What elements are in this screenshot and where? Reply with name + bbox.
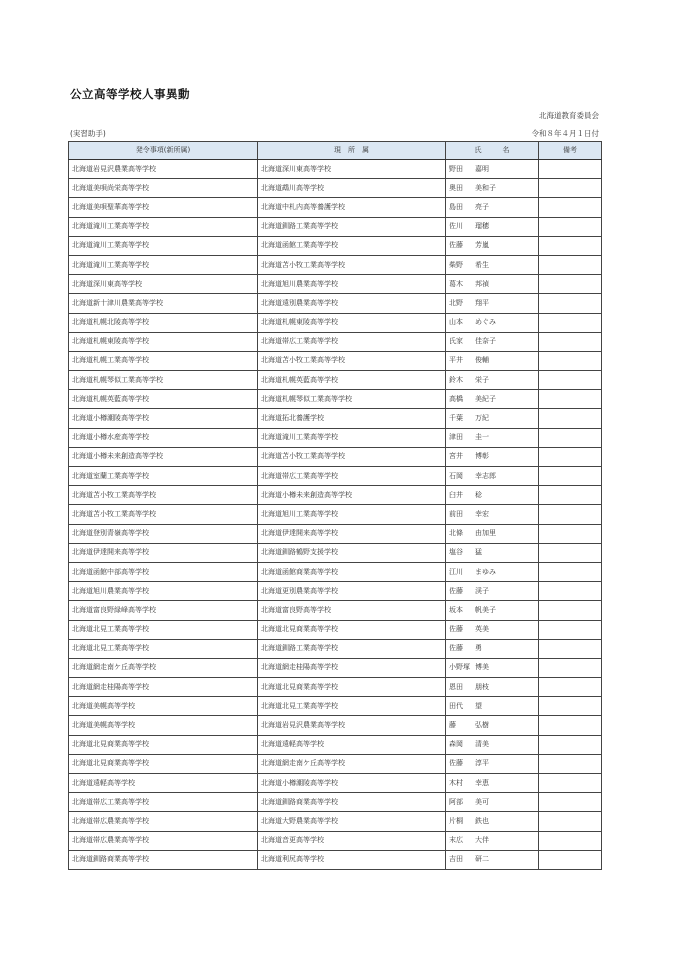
cell-current-post: 北海道音更高等学校 bbox=[258, 831, 446, 850]
cell-new-post: 北海道北見工業高等学校 bbox=[69, 620, 258, 639]
given-name: 翔平 bbox=[475, 298, 489, 307]
table-row bbox=[69, 658, 602, 677]
table-row bbox=[69, 428, 602, 447]
cell-name bbox=[446, 198, 539, 217]
table-row bbox=[69, 793, 602, 812]
cell-current-post: 北海道函館工業高等学校 bbox=[258, 236, 446, 255]
cell-remarks bbox=[539, 678, 602, 697]
given-name: 淳平 bbox=[475, 759, 489, 768]
table-row bbox=[69, 332, 602, 351]
cell-name bbox=[446, 774, 539, 793]
family-name: 阿部 bbox=[449, 797, 463, 806]
cell-name bbox=[446, 850, 539, 869]
family-name: 江川 bbox=[449, 567, 463, 576]
cell-name bbox=[446, 524, 539, 543]
cell-remarks bbox=[539, 639, 602, 658]
family-name: 佐藤 bbox=[449, 644, 463, 653]
cell-current-post: 北海道中札内高等養護学校 bbox=[258, 198, 446, 217]
cell-current-post: 北海道鵡川高等学校 bbox=[258, 179, 446, 198]
cell-remarks bbox=[539, 371, 602, 390]
cell-remarks bbox=[539, 774, 602, 793]
cell-new-post: 北海道帯広農業高等学校 bbox=[69, 812, 258, 831]
cell-name bbox=[446, 294, 539, 313]
cell-new-post: 北海道苫小牧工業高等学校 bbox=[69, 505, 258, 524]
cell-new-post: 北海道遠軽高等学校 bbox=[69, 774, 258, 793]
cell-name bbox=[446, 179, 539, 198]
issuer: 北海道教育委員会 bbox=[539, 111, 599, 120]
given-name: 望 bbox=[475, 701, 482, 710]
cell-new-post: 北海道旭川農業高等学校 bbox=[69, 582, 258, 601]
cell-name bbox=[446, 275, 539, 294]
family-name: 森岡 bbox=[449, 740, 463, 749]
cell-remarks bbox=[539, 831, 602, 850]
cell-new-post: 北海道新十津川農業高等学校 bbox=[69, 294, 258, 313]
cell-current-post: 北海道小樽未来創造高等学校 bbox=[258, 486, 446, 505]
cell-remarks bbox=[539, 505, 602, 524]
cell-current-post: 北海道札幌東陵高等学校 bbox=[258, 313, 446, 332]
cell-remarks bbox=[539, 697, 602, 716]
given-name: 清美 bbox=[475, 740, 489, 749]
family-name: 鈴木 bbox=[449, 375, 463, 384]
table-row bbox=[69, 812, 602, 831]
cell-current-post: 北海道網走南ケ丘高等学校 bbox=[258, 754, 446, 773]
cell-name bbox=[446, 428, 539, 447]
cell-new-post: 北海道函館中部高等学校 bbox=[69, 562, 258, 581]
cell-name bbox=[446, 735, 539, 754]
cell-current-post: 北海道利尻高等学校 bbox=[258, 850, 446, 869]
given-name: 由加里 bbox=[475, 529, 496, 538]
given-name: 栄子 bbox=[475, 375, 489, 384]
cell-remarks bbox=[539, 601, 602, 620]
cell-name bbox=[446, 255, 539, 274]
cell-name bbox=[446, 447, 539, 466]
table-row bbox=[69, 467, 602, 486]
table-row bbox=[69, 351, 602, 370]
cell-remarks bbox=[539, 160, 602, 179]
cell-current-post: 北海道旭川工業高等学校 bbox=[258, 505, 446, 524]
cell-name bbox=[446, 543, 539, 562]
cell-current-post: 北海道釧路商業高等学校 bbox=[258, 793, 446, 812]
given-name: 邦禎 bbox=[475, 279, 489, 288]
cell-remarks bbox=[539, 255, 602, 274]
given-name: 弘樹 bbox=[475, 721, 489, 730]
cell-remarks bbox=[539, 217, 602, 236]
family-name: 葛木 bbox=[449, 279, 463, 288]
cell-remarks bbox=[539, 812, 602, 831]
cell-current-post: 北海道北見商業高等学校 bbox=[258, 678, 446, 697]
given-name: 博彰 bbox=[475, 452, 489, 461]
given-name: 美和子 bbox=[475, 183, 496, 192]
given-name: 鉄也 bbox=[475, 816, 489, 825]
cell-current-post: 北海道岩見沢農業高等学校 bbox=[258, 716, 446, 735]
family-name: 藤 bbox=[449, 721, 456, 730]
cell-current-post: 北海道帯広工業高等学校 bbox=[258, 332, 446, 351]
cell-remarks bbox=[539, 543, 602, 562]
cell-remarks bbox=[539, 658, 602, 677]
family-name: 片桐 bbox=[449, 816, 463, 825]
cell-current-post: 北海道小樽潮陵高等学校 bbox=[258, 774, 446, 793]
family-name: 臼井 bbox=[449, 490, 463, 499]
cell-new-post: 北海道札幌琴似工業高等学校 bbox=[69, 371, 258, 390]
cell-new-post: 北海道富良野緑峰高等学校 bbox=[69, 601, 258, 620]
family-name: 津田 bbox=[449, 433, 463, 442]
cell-current-post: 北海道深川東高等学校 bbox=[258, 160, 446, 179]
cell-new-post: 北海道美唄聖華高等学校 bbox=[69, 198, 258, 217]
table-row bbox=[69, 716, 602, 735]
given-name: 帆美子 bbox=[475, 605, 496, 614]
cell-name bbox=[446, 371, 539, 390]
given-name: 博美 bbox=[475, 663, 489, 672]
family-name: 北條 bbox=[449, 529, 463, 538]
given-name: 朋枝 bbox=[475, 682, 489, 691]
family-name: 氏家 bbox=[449, 337, 463, 346]
given-name: 美紀子 bbox=[475, 394, 496, 403]
given-name: 稔 bbox=[475, 490, 482, 499]
given-name: 幸志郎 bbox=[475, 471, 496, 480]
cell-remarks bbox=[539, 754, 602, 773]
effective-date: 令和８年４月１日付 bbox=[531, 129, 599, 138]
cell-current-post: 北海道苫小牧工業高等学校 bbox=[258, 447, 446, 466]
cell-new-post: 北海道小樽未来創造高等学校 bbox=[69, 447, 258, 466]
cell-new-post: 北海道滝川工業高等学校 bbox=[69, 236, 258, 255]
family-name: 千葉 bbox=[449, 414, 463, 423]
cell-name bbox=[446, 639, 539, 658]
cell-name bbox=[446, 754, 539, 773]
cell-remarks bbox=[539, 447, 602, 466]
page-title: 公立高等学校人事異動 bbox=[70, 87, 190, 101]
given-name: 猛 bbox=[475, 548, 482, 557]
table-row bbox=[69, 601, 602, 620]
cell-name bbox=[446, 160, 539, 179]
cell-new-post: 北海道北見商業高等学校 bbox=[69, 735, 258, 754]
cell-new-post: 北海道小樽水産高等学校 bbox=[69, 428, 258, 447]
cell-new-post: 北海道札幌北陵高等学校 bbox=[69, 313, 258, 332]
given-name: 瑠穂 bbox=[475, 222, 489, 231]
cell-name bbox=[446, 716, 539, 735]
table-row bbox=[69, 160, 602, 179]
cell-remarks bbox=[539, 179, 602, 198]
family-name: 木村 bbox=[449, 778, 463, 787]
cell-current-post: 北海道苫小牧工業高等学校 bbox=[258, 255, 446, 274]
cell-remarks bbox=[539, 486, 602, 505]
cell-new-post: 北海道帯広工業高等学校 bbox=[69, 793, 258, 812]
table-row bbox=[69, 198, 602, 217]
family-name: 山本 bbox=[449, 318, 463, 327]
cell-new-post: 北海道美幌高等学校 bbox=[69, 697, 258, 716]
cell-remarks bbox=[539, 562, 602, 581]
personnel-table bbox=[68, 141, 602, 870]
cell-name bbox=[446, 486, 539, 505]
cell-new-post: 北海道北見工業高等学校 bbox=[69, 639, 258, 658]
cell-current-post: 北海道遠別農業高等学校 bbox=[258, 294, 446, 313]
cell-new-post: 北海道苫小牧工業高等学校 bbox=[69, 486, 258, 505]
cell-remarks bbox=[539, 620, 602, 639]
family-name: 佐藤 bbox=[449, 586, 463, 595]
cell-new-post: 北海道釧路商業高等学校 bbox=[69, 850, 258, 869]
cell-current-post: 北海道札幌琴似工業高等学校 bbox=[258, 390, 446, 409]
given-name: 幸宏 bbox=[475, 509, 489, 518]
family-name: 佐川 bbox=[449, 222, 463, 231]
cell-name bbox=[446, 313, 539, 332]
cell-name bbox=[446, 812, 539, 831]
cell-new-post: 北海道網走桂陽高等学校 bbox=[69, 678, 258, 697]
family-name: 佐藤 bbox=[449, 241, 463, 250]
cell-new-post: 北海道札幌英藍高等学校 bbox=[69, 390, 258, 409]
cell-name bbox=[446, 658, 539, 677]
cell-new-post: 北海道滝川工業高等学校 bbox=[69, 217, 258, 236]
cell-remarks bbox=[539, 294, 602, 313]
table-row bbox=[69, 505, 602, 524]
family-name: 北野 bbox=[449, 298, 463, 307]
cell-name bbox=[446, 831, 539, 850]
table-row bbox=[69, 447, 602, 466]
table-row bbox=[69, 371, 602, 390]
family-name: 恩田 bbox=[449, 682, 463, 691]
cell-new-post: 北海道深川東高等学校 bbox=[69, 275, 258, 294]
header-new-post: 発令事項(新所属) bbox=[69, 142, 258, 160]
header-current-post: 現 所 属 bbox=[258, 142, 446, 160]
cell-new-post: 北海道帯広農業高等学校 bbox=[69, 831, 258, 850]
cell-remarks bbox=[539, 735, 602, 754]
cell-new-post: 北海道北見商業高等学校 bbox=[69, 754, 258, 773]
cell-current-post: 北海道札幌英藍高等学校 bbox=[258, 371, 446, 390]
cell-name bbox=[446, 332, 539, 351]
table-row bbox=[69, 543, 602, 562]
table-row bbox=[69, 217, 602, 236]
table-row bbox=[69, 735, 602, 754]
table-row bbox=[69, 313, 602, 332]
family-name: 小野塚 bbox=[449, 663, 470, 672]
given-name: 亮子 bbox=[475, 202, 489, 211]
cell-remarks bbox=[539, 313, 602, 332]
cell-remarks bbox=[539, 351, 602, 370]
cell-remarks bbox=[539, 428, 602, 447]
cell-current-post: 北海道函館商業高等学校 bbox=[258, 562, 446, 581]
family-name: 高橋 bbox=[449, 394, 463, 403]
given-name: めぐみ bbox=[475, 318, 496, 327]
cell-current-post: 北海道釧路鶴野支援学校 bbox=[258, 543, 446, 562]
family-name: 柴野 bbox=[449, 260, 463, 269]
cell-name bbox=[446, 409, 539, 428]
cell-new-post: 北海道小樽潮陵高等学校 bbox=[69, 409, 258, 428]
cell-name bbox=[446, 678, 539, 697]
table-row bbox=[69, 582, 602, 601]
table-row bbox=[69, 294, 602, 313]
table-row bbox=[69, 255, 602, 274]
cell-remarks bbox=[539, 198, 602, 217]
cell-remarks bbox=[539, 275, 602, 294]
cell-name bbox=[446, 620, 539, 639]
family-name: 野田 bbox=[449, 164, 463, 173]
family-name: 島田 bbox=[449, 202, 463, 211]
cell-current-post: 北海道帯広工業高等学校 bbox=[258, 467, 446, 486]
cell-name bbox=[446, 562, 539, 581]
cell-remarks bbox=[539, 236, 602, 255]
family-name: 奥田 bbox=[449, 183, 463, 192]
table-row bbox=[69, 774, 602, 793]
table-body bbox=[69, 160, 602, 870]
cell-remarks bbox=[539, 332, 602, 351]
table-row bbox=[69, 390, 602, 409]
given-name: 英美 bbox=[475, 625, 489, 634]
cell-current-post: 北海道大野農業高等学校 bbox=[258, 812, 446, 831]
table-row bbox=[69, 524, 602, 543]
given-name: 美可 bbox=[475, 797, 489, 806]
table-row bbox=[69, 639, 602, 658]
cell-current-post: 北海道滝川工業高等学校 bbox=[258, 428, 446, 447]
cell-current-post: 北海道釧路工業高等学校 bbox=[258, 217, 446, 236]
given-name: 佳奈子 bbox=[475, 337, 496, 346]
cell-name bbox=[446, 217, 539, 236]
given-name: 渓子 bbox=[475, 586, 489, 595]
cell-name bbox=[446, 582, 539, 601]
cell-new-post: 北海道伊達開来高等学校 bbox=[69, 543, 258, 562]
cell-new-post: 北海道滝川工業高等学校 bbox=[69, 255, 258, 274]
family-name: 佐藤 bbox=[449, 759, 463, 768]
family-name: 坂本 bbox=[449, 605, 463, 614]
cell-remarks bbox=[539, 582, 602, 601]
cell-new-post: 北海道網走南ケ丘高等学校 bbox=[69, 658, 258, 677]
header-name: 氏 名 bbox=[446, 142, 539, 160]
cell-name bbox=[446, 793, 539, 812]
cell-current-post: 北海道富良野高等学校 bbox=[258, 601, 446, 620]
given-name: 勇 bbox=[475, 644, 482, 653]
cell-new-post: 北海道室蘭工業高等学校 bbox=[69, 467, 258, 486]
cell-remarks bbox=[539, 793, 602, 812]
cell-new-post: 北海道岩見沢農業高等学校 bbox=[69, 160, 258, 179]
table-row bbox=[69, 562, 602, 581]
cell-current-post: 北海道苫小牧工業高等学校 bbox=[258, 351, 446, 370]
family-name: 吉田 bbox=[449, 855, 463, 864]
table-row bbox=[69, 409, 602, 428]
table-row bbox=[69, 754, 602, 773]
cell-current-post: 北海道北見商業高等学校 bbox=[258, 620, 446, 639]
cell-name bbox=[446, 467, 539, 486]
family-name: 塩谷 bbox=[449, 548, 463, 557]
cell-current-post: 北海道更別農業高等学校 bbox=[258, 582, 446, 601]
table-row bbox=[69, 275, 602, 294]
header-remarks: 備考 bbox=[539, 142, 602, 160]
cell-remarks bbox=[539, 409, 602, 428]
table-row bbox=[69, 678, 602, 697]
given-name: 圭一 bbox=[475, 433, 489, 442]
cell-remarks bbox=[539, 850, 602, 869]
table-row bbox=[69, 697, 602, 716]
given-name: 芳嵐 bbox=[475, 241, 489, 250]
cell-new-post: 北海道札幌東陵高等学校 bbox=[69, 332, 258, 351]
given-name: 嘉明 bbox=[475, 164, 489, 173]
cell-current-post: 北海道遠軽高等学校 bbox=[258, 735, 446, 754]
cell-name bbox=[446, 601, 539, 620]
table-row bbox=[69, 179, 602, 198]
cell-new-post: 北海道美幌高等学校 bbox=[69, 716, 258, 735]
family-name: 石岡 bbox=[449, 471, 463, 480]
cell-name bbox=[446, 697, 539, 716]
cell-new-post: 北海道札幌工業高等学校 bbox=[69, 351, 258, 370]
cell-current-post: 北海道北見工業高等学校 bbox=[258, 697, 446, 716]
cell-remarks bbox=[539, 524, 602, 543]
given-name: 大伴 bbox=[475, 836, 489, 845]
given-name: 幸恵 bbox=[475, 778, 489, 787]
table-row bbox=[69, 620, 602, 639]
cell-current-post: 北海道旭川農業高等学校 bbox=[258, 275, 446, 294]
cell-current-post: 北海道拓北養護学校 bbox=[258, 409, 446, 428]
table-row bbox=[69, 486, 602, 505]
cell-remarks bbox=[539, 716, 602, 735]
table-row bbox=[69, 236, 602, 255]
cell-name bbox=[446, 390, 539, 409]
cell-remarks bbox=[539, 467, 602, 486]
cell-current-post: 北海道釧路工業高等学校 bbox=[258, 639, 446, 658]
cell-current-post: 北海道網走桂陽高等学校 bbox=[258, 658, 446, 677]
given-name: 希生 bbox=[475, 260, 489, 269]
family-name: 宮井 bbox=[449, 452, 463, 461]
cell-name bbox=[446, 351, 539, 370]
family-name: 田代 bbox=[449, 701, 463, 710]
table-row bbox=[69, 850, 602, 869]
family-name: 佐藤 bbox=[449, 625, 463, 634]
cell-new-post: 北海道美唄尚栄高等学校 bbox=[69, 179, 258, 198]
table-header-row bbox=[69, 142, 602, 160]
given-name: 俊輔 bbox=[475, 356, 489, 365]
family-name: 前田 bbox=[449, 509, 463, 518]
given-name: まゆみ bbox=[475, 567, 496, 576]
family-name: 末広 bbox=[449, 836, 463, 845]
cell-remarks bbox=[539, 390, 602, 409]
cell-new-post: 北海道登別青嶺高等学校 bbox=[69, 524, 258, 543]
given-name: 万紀 bbox=[475, 414, 489, 423]
given-name: 研二 bbox=[475, 855, 489, 864]
cell-name bbox=[446, 236, 539, 255]
cell-name bbox=[446, 505, 539, 524]
section-label: (実習助手) bbox=[70, 129, 106, 138]
table-row bbox=[69, 831, 602, 850]
family-name: 平井 bbox=[449, 356, 463, 365]
cell-current-post: 北海道伊達開来高等学校 bbox=[258, 524, 446, 543]
